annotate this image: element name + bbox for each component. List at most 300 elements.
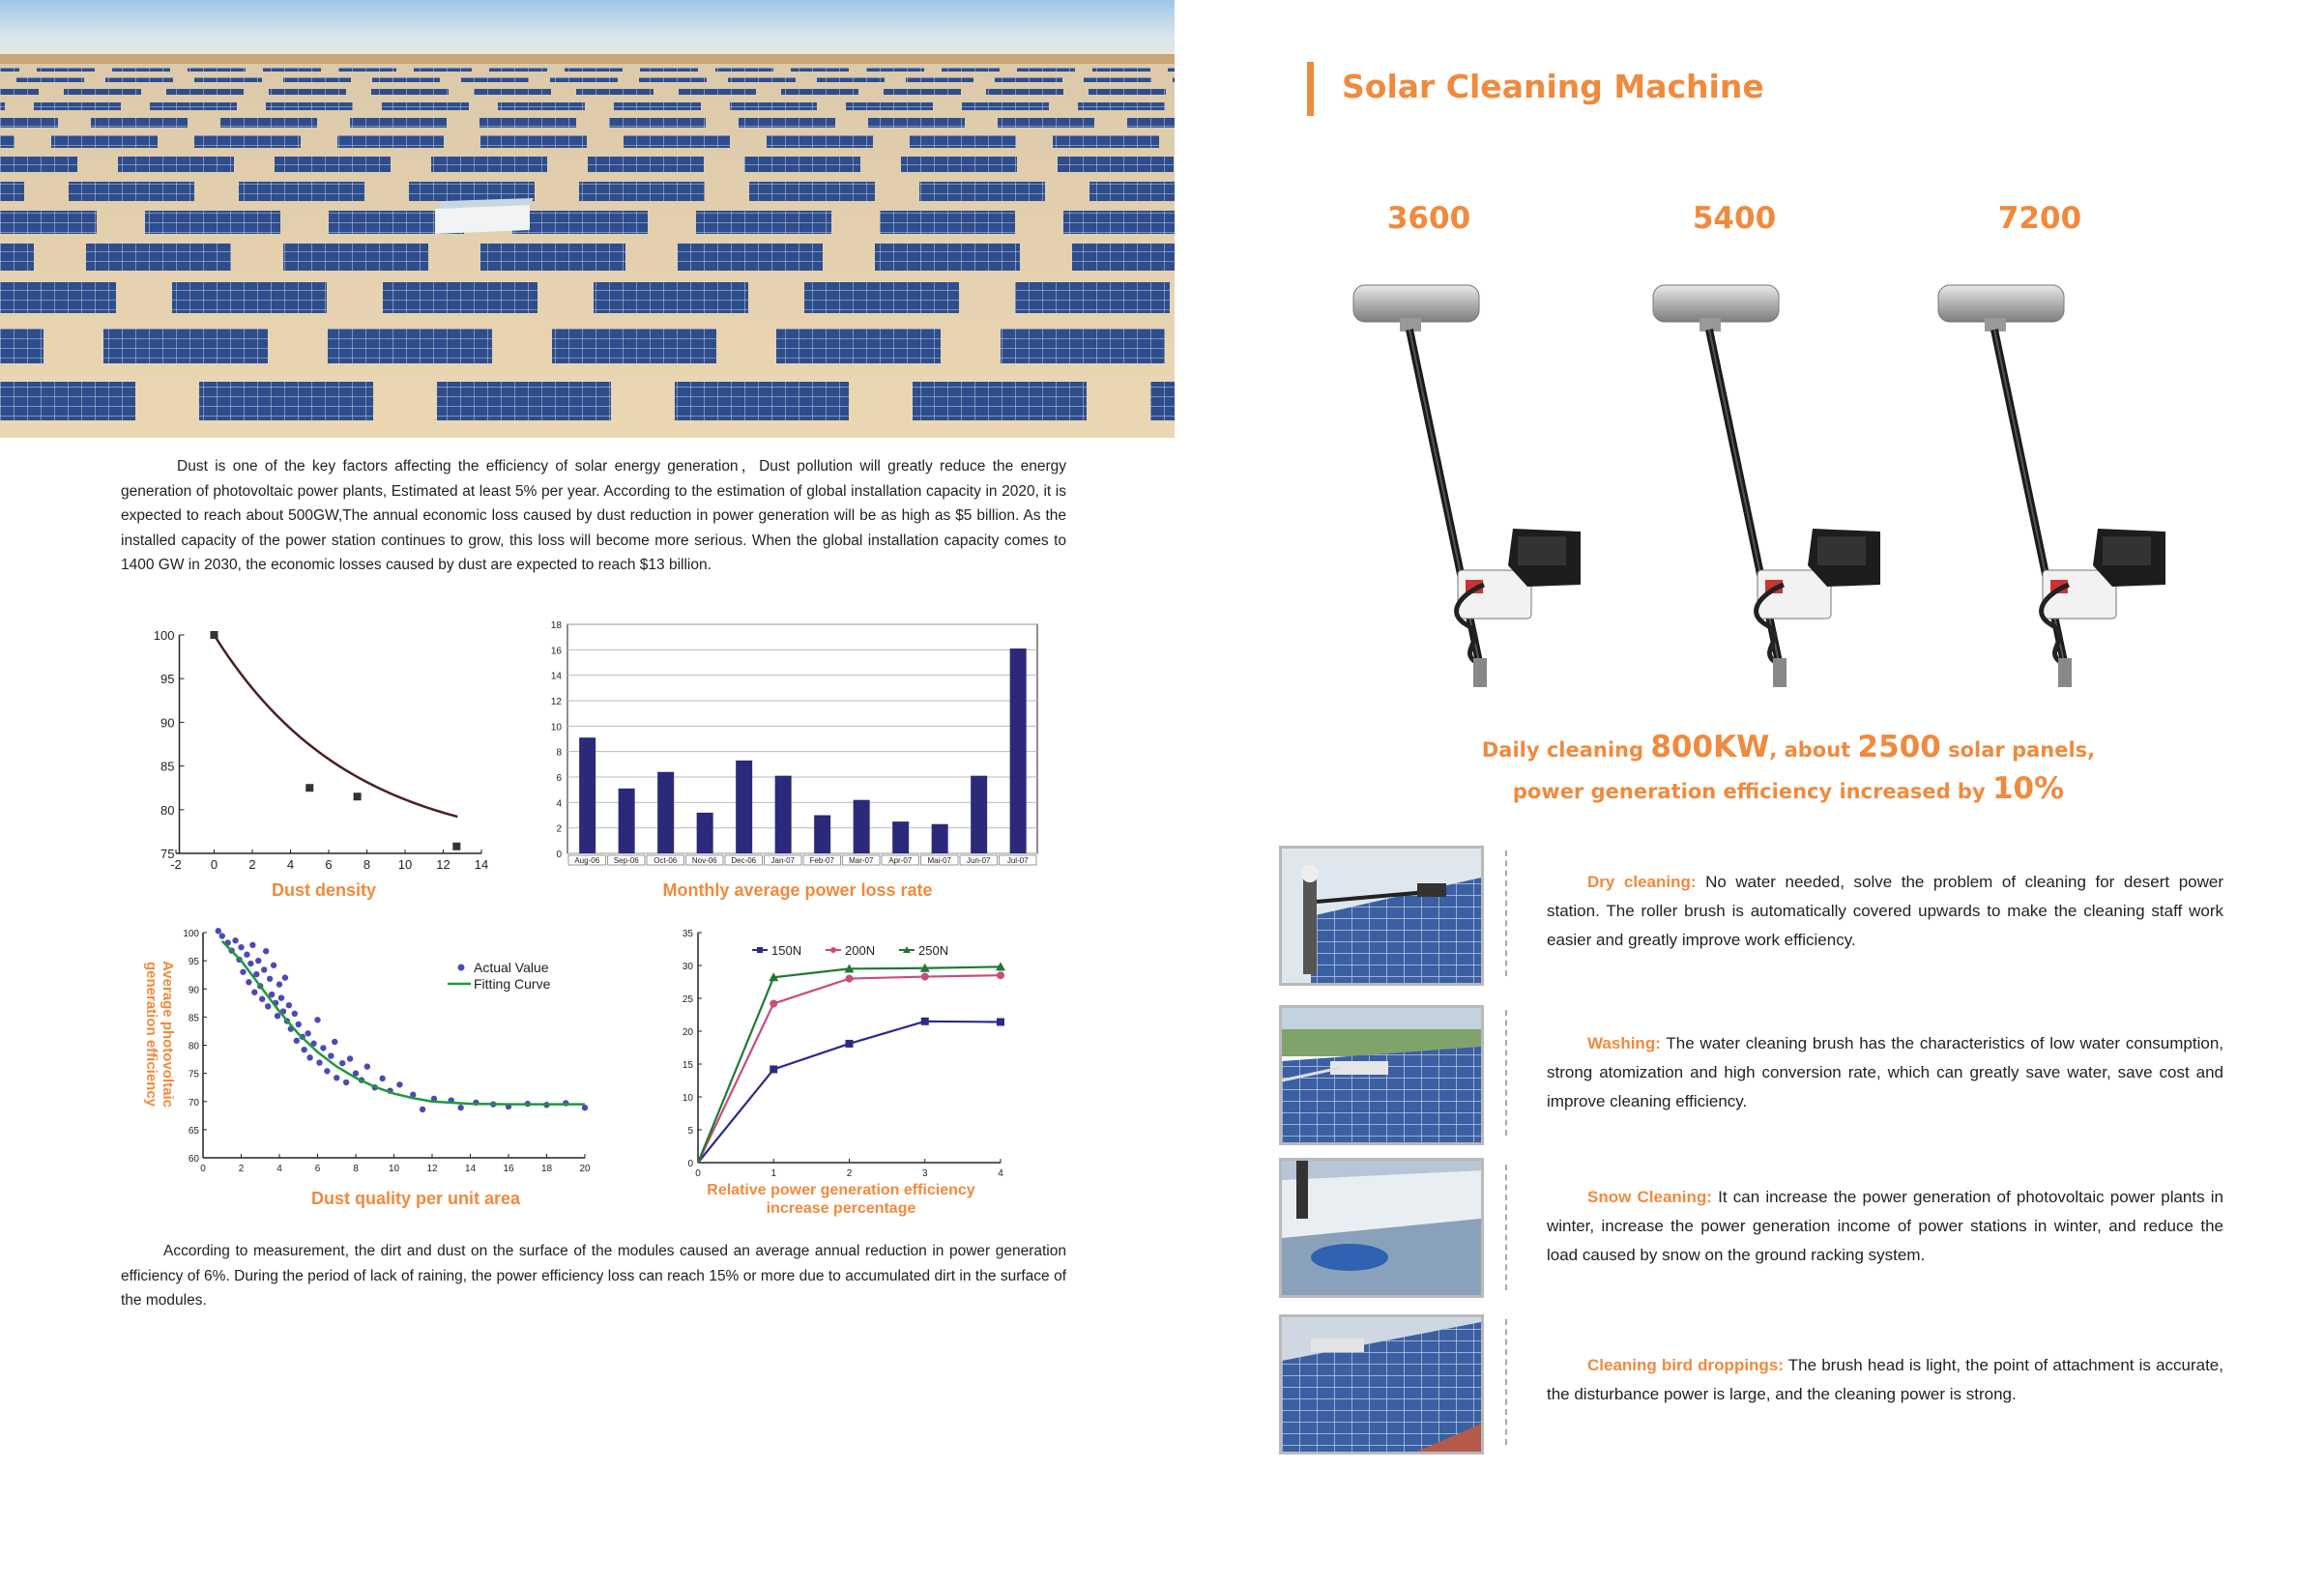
- actual-value-point: [292, 1011, 298, 1017]
- bar: [736, 761, 752, 853]
- actual-value-point: [275, 1013, 280, 1019]
- solar-farm-photo: [0, 0, 1175, 438]
- solar-panel-row: [791, 68, 849, 72]
- solar-panel-row: [105, 77, 173, 82]
- solar-panel-row: [696, 211, 831, 234]
- actual-value-point: [332, 1039, 337, 1045]
- legend-actual-label: Actual Value: [474, 960, 549, 975]
- solar-panel-row: [480, 135, 587, 148]
- bar: [697, 813, 713, 853]
- y-tick-label: 5: [687, 1126, 693, 1137]
- bar: [579, 737, 596, 853]
- point-150N: [770, 1065, 777, 1073]
- solar-panel-row: [0, 382, 135, 420]
- actual-value-point: [305, 1030, 310, 1036]
- solar-panel-row: [220, 118, 317, 128]
- y-tick-label: 0: [687, 1159, 693, 1169]
- efficiency-increase-title: Relative power generation efficiency increase percentage: [707, 1182, 975, 1217]
- solar-panel-row: [614, 102, 701, 110]
- y-tick-label: 75: [160, 847, 175, 861]
- solar-panel-row: [0, 211, 97, 234]
- actual-value-point: [259, 996, 265, 1002]
- y-tick-label: 70: [188, 1097, 199, 1109]
- solar-panel-row: [1127, 118, 1175, 128]
- monthly-loss-chart: [537, 617, 1049, 878]
- bar: [619, 789, 635, 853]
- x-tick-label: 12: [426, 1164, 438, 1174]
- solar-panel-row: [1001, 329, 1165, 363]
- solar-panel-row: [906, 77, 973, 82]
- solar-panel-row: [474, 89, 551, 95]
- x-tick-label: 2: [238, 1164, 245, 1174]
- solar-panel-row: [884, 89, 961, 95]
- feature-divider-4: [1505, 1319, 1507, 1445]
- solar-panel-row: [1017, 68, 1075, 72]
- actual-value-point: [282, 974, 288, 980]
- solar-panel-row: [172, 282, 327, 313]
- y-tick-label: 65: [188, 1125, 199, 1137]
- solar-panel-row: [1063, 211, 1175, 234]
- actual-value-point: [286, 1002, 292, 1008]
- solar-panel-row: [875, 244, 1020, 271]
- x-tick-label: 16: [503, 1164, 514, 1174]
- actual-value-point: [271, 963, 276, 968]
- solar-panel-row: [328, 329, 492, 363]
- actual-value-point: [457, 1105, 463, 1110]
- solar-panel-row: [639, 77, 707, 82]
- solar-panel-row: [552, 329, 716, 363]
- data-point: [354, 792, 362, 800]
- feature-dry-cleaning: Dry cleaning: No water needed, solve the problem of cleaning for desert power station. The roller brush is automatically covered upwards to make the cleaning staff work easier and greatly improve work efficiency.: [1547, 873, 2223, 949]
- solar-panel-row: [0, 182, 24, 201]
- solar-panel-row: [995, 77, 1062, 82]
- actual-value-point: [251, 990, 257, 995]
- y-tick-label: 80: [188, 1041, 199, 1052]
- station-building: [433, 198, 534, 234]
- solar-panel-row: [0, 244, 34, 271]
- dust-quality-chart: [174, 923, 609, 1189]
- x-tick-label: 20: [579, 1164, 591, 1174]
- solar-panel-row: [0, 68, 19, 72]
- bar: [814, 816, 830, 854]
- solar-panel-row: [910, 135, 1016, 148]
- solar-panel-row: [804, 282, 959, 313]
- actual-value-point: [249, 942, 255, 948]
- legend-marker-200N: [830, 947, 836, 953]
- solar-panel-row: [194, 77, 262, 82]
- y-tick-label: 15: [682, 1060, 693, 1071]
- actual-value-point: [339, 1060, 345, 1066]
- solar-panel-row: [431, 157, 547, 172]
- feature-divider-3: [1505, 1165, 1507, 1290]
- bar: [854, 800, 870, 853]
- y-tick-label: 85: [188, 1013, 199, 1024]
- legend-label-250N: 250N: [918, 943, 949, 958]
- feature-divider-1: [1505, 850, 1507, 976]
- y-tick-label: 35: [682, 929, 693, 939]
- solar-panel-row: [913, 382, 1087, 420]
- cleaning-machine-5400-image: [1643, 275, 1885, 701]
- actual-value-point: [420, 1107, 425, 1112]
- solar-panel-row: [266, 102, 353, 110]
- solar-panel-row: [715, 68, 773, 72]
- bar: [775, 776, 792, 853]
- solar-panel-row: [480, 244, 625, 271]
- tagline-line-1: Daily cleaning 800KW, about 2500 solar panels,: [1481, 730, 2096, 764]
- model-label-3600: 3600: [1386, 201, 1471, 236]
- point-150N: [846, 1040, 854, 1048]
- solar-panel-row: [1150, 382, 1175, 420]
- efficiency-ylabel: Average photovoltaic generation efficiency: [143, 961, 176, 1108]
- solar-panel-row: [86, 244, 231, 271]
- x-tick-label: Jan-07: [770, 856, 795, 865]
- x-tick-label: -2: [170, 857, 182, 872]
- snow-cleaning-photo: [1279, 1158, 1484, 1298]
- solar-panel-row: [866, 68, 924, 72]
- solar-panel-row: [188, 68, 246, 72]
- solar-panel-row: [269, 89, 346, 95]
- bar: [971, 776, 987, 853]
- fit-curve: [215, 635, 458, 817]
- solar-panel-row: [901, 157, 1017, 172]
- bar: [1010, 648, 1027, 853]
- solar-panel-row: [1168, 68, 1175, 72]
- solar-panel-row: [166, 89, 244, 95]
- solar-panel-row: [371, 89, 449, 95]
- solar-panel-row: [0, 102, 5, 110]
- solar-panel-row: [1072, 244, 1175, 271]
- solar-panel-row: [461, 77, 529, 82]
- solar-panel-row: [565, 68, 623, 72]
- actual-value-point: [296, 1022, 302, 1027]
- y-tick-label: 95: [188, 957, 199, 968]
- actual-value-point: [232, 937, 238, 943]
- solar-panel-row: [817, 77, 885, 82]
- y-tick-label: 18: [550, 620, 562, 631]
- y-tick-label: 4: [556, 798, 562, 810]
- y-tick-label: 85: [160, 759, 175, 774]
- point-200N: [846, 975, 854, 983]
- y-tick-label: 100: [183, 929, 199, 939]
- x-tick-label: 8: [353, 1164, 359, 1174]
- actual-value-point: [261, 966, 267, 972]
- x-tick-label: 4: [286, 857, 295, 872]
- solar-panel-row: [744, 157, 860, 172]
- solar-panel-row: [199, 382, 373, 420]
- x-tick-label: 12: [436, 857, 450, 872]
- solar-panel-row: [579, 182, 705, 201]
- x-tick-label: 1: [770, 1168, 777, 1179]
- x-tick-label: Mai-07: [927, 856, 951, 865]
- solar-panel-row: [679, 89, 756, 95]
- plot-frame: [567, 624, 1037, 853]
- actual-value-point: [343, 1080, 349, 1085]
- actual-value-point: [334, 1075, 339, 1080]
- solar-panel-row: [118, 157, 234, 172]
- solar-panel-row: [16, 77, 84, 82]
- solar-panel-row: [767, 135, 873, 148]
- actual-value-point: [244, 952, 249, 958]
- x-tick-label: Dec-06: [731, 856, 757, 865]
- intro-paragraph: Dust is one of the key factors affecting the efficiency of solar energy generation，Dust pollution will greatly reduce the energy generation of photovoltaic power plants, Estimated at least 5% per year. According to the estimation of global installation capacity in 2020, it is expected to reach about 500GW,The annual economic loss caused by dust reduction in power generation will be as high as $5 billion. As the installed capacity of the power station continues to grow, this loss will become more serious. When the global installation capacity comes to 1400 GW in 2030, the economic losses caused by dust are expected to reach $13 billion.: [121, 458, 1066, 573]
- x-tick-label: 6: [325, 857, 333, 872]
- solar-panel-row: [962, 102, 1049, 110]
- bar: [657, 772, 674, 853]
- actual-value-point: [276, 981, 282, 987]
- solar-panel-row: [640, 68, 698, 72]
- y-tick-label: 95: [160, 672, 175, 687]
- solar-panel-row: [942, 68, 1000, 72]
- x-tick-label: Oct-06: [654, 856, 678, 865]
- point-200N: [921, 973, 929, 981]
- y-tick-label: 2: [556, 823, 562, 835]
- actual-value-point: [255, 958, 261, 964]
- solar-panel-row: [239, 182, 364, 201]
- point-150N: [997, 1018, 1004, 1025]
- x-tick-label: 0: [200, 1164, 206, 1174]
- solar-panel-row: [1015, 282, 1170, 313]
- x-tick-label: 2: [846, 1168, 853, 1179]
- solar-panel-row: [730, 102, 817, 110]
- solar-panel-row: [194, 135, 301, 148]
- actual-value-point: [364, 1063, 370, 1069]
- data-point: [211, 631, 218, 639]
- actual-value-point: [238, 944, 244, 950]
- model-label-7200: 7200: [1997, 201, 2082, 236]
- solar-panel-row: [489, 68, 547, 72]
- actual-value-point: [320, 1045, 326, 1051]
- solar-panel-row: [383, 282, 537, 313]
- solar-panel-row: [576, 89, 654, 95]
- actual-value-point: [267, 976, 273, 982]
- bird-droppings-photo: [1279, 1314, 1484, 1454]
- legend-label-200N: 200N: [845, 943, 876, 958]
- x-tick-label: 2: [248, 857, 256, 872]
- solar-panel-row: [512, 211, 648, 234]
- dry-cleaning-photo: [1279, 846, 1484, 986]
- solar-panel-row: [64, 89, 141, 95]
- solar-panel-row: [986, 89, 1063, 95]
- outro-paragraph: According to measurement, the dirt and dust on the surface of the modules caused an average annual reduction in power generation efficiency of 6%. During the period of lack of raining, the power efficiency loss can reach 15% or more due to accumulated dirt in the surface of the modules.: [121, 1243, 1066, 1309]
- x-tick-label: Aug-06: [574, 856, 600, 865]
- solar-panel-row: [145, 211, 280, 234]
- y-tick-label: 14: [550, 671, 562, 682]
- feature-divider-2: [1505, 1010, 1507, 1136]
- solar-panel-row: [0, 135, 15, 148]
- actual-value-point: [316, 1059, 322, 1065]
- x-tick-label: 0: [210, 857, 218, 872]
- x-tick-label: Jun-07: [967, 856, 991, 865]
- dust-density-title: Dust density: [271, 880, 377, 900]
- series-line-250N: [698, 966, 1001, 1163]
- point-200N: [770, 999, 777, 1007]
- actual-value-point: [314, 1017, 320, 1022]
- solar-panel-row: [103, 329, 268, 363]
- series-line-200N: [698, 975, 1001, 1163]
- actual-value-point: [294, 1038, 300, 1044]
- model-label-5400: 5400: [1692, 201, 1777, 236]
- y-tick-label: 90: [188, 985, 199, 996]
- solar-panel-row: [1089, 182, 1175, 201]
- solar-panel-row: [588, 157, 704, 172]
- solar-panel-row: [776, 329, 941, 363]
- solar-panel-row: [550, 77, 618, 82]
- x-tick-label: 14: [464, 1164, 477, 1174]
- cleaning-machine-3600-image: [1344, 275, 1585, 701]
- solar-panel-row: [749, 182, 875, 201]
- actual-value-point: [216, 928, 221, 934]
- bar: [892, 821, 909, 853]
- actual-value-point: [240, 969, 246, 975]
- solar-panel-row: [372, 77, 440, 82]
- solar-panel-row: [150, 102, 237, 110]
- y-tick-label: 20: [682, 1027, 693, 1038]
- feature-bird-droppings: Cleaning bird droppings: The brush head is light, the point of attachment is accurate, the disturbance power is large, and the cleaning power is strong.: [1547, 1356, 2223, 1403]
- solar-panel-row: [37, 68, 95, 72]
- actual-value-point: [396, 1081, 402, 1087]
- solar-panel-row: [1053, 135, 1159, 148]
- legend-label-150N: 150N: [771, 943, 802, 958]
- solar-panel-row: [609, 118, 706, 128]
- x-tick-label: 3: [921, 1168, 928, 1179]
- cleaning-machine-7200-image: [1929, 275, 2170, 701]
- solar-panel-row: [0, 118, 58, 128]
- washing-photo: [1279, 1005, 1484, 1145]
- solar-panel-row: [337, 135, 444, 148]
- solar-panel-row: [437, 382, 611, 420]
- x-tick-label: 8: [363, 857, 371, 872]
- monthly-loss-title: Monthly average power loss rate: [662, 880, 933, 900]
- x-tick-label: 18: [540, 1164, 553, 1174]
- y-tick-label: 90: [160, 715, 175, 731]
- legend-fit-label: Fitting Curve: [474, 976, 551, 992]
- y-tick-label: 6: [556, 773, 562, 784]
- dust-density-chart: [155, 619, 503, 879]
- solar-panel-row: [1092, 68, 1150, 72]
- actual-value-point: [219, 933, 225, 938]
- x-tick-label: 10: [388, 1164, 400, 1174]
- x-tick-label: 6: [314, 1164, 321, 1174]
- x-tick-label: 10: [397, 857, 413, 872]
- solar-panel-row: [283, 244, 428, 271]
- solar-panel-row: [275, 157, 391, 172]
- actual-value-point: [347, 1055, 353, 1061]
- solar-panel-row: [678, 244, 823, 271]
- y-tick-label: 25: [682, 994, 693, 1005]
- point-150N: [921, 1018, 929, 1025]
- solar-panel-row: [409, 182, 535, 201]
- efficiency-increase-chart: [667, 923, 1054, 1189]
- bar: [932, 824, 948, 853]
- x-tick-label: Sep-06: [613, 856, 639, 865]
- y-tick-label: 100: [153, 628, 175, 643]
- actual-value-point: [246, 979, 251, 985]
- solar-panel-row: [1089, 89, 1166, 95]
- solar-panel-row: [350, 118, 447, 128]
- x-tick-label: Feb-07: [809, 856, 834, 865]
- solar-panel-row: [69, 182, 194, 201]
- y-tick-label: 8: [556, 747, 562, 759]
- actual-value-point: [247, 961, 253, 966]
- actual-value-point: [301, 1047, 306, 1052]
- solar-panel-row: [112, 68, 170, 72]
- x-tick-label: 4: [998, 1168, 1003, 1179]
- feature-washing: Washing: The water cleaning brush has the characteristics of low water consumption, strong atomization and high conversion rate, which can greatly save water, save cost and improve cleaning efficiency.: [1547, 1034, 2223, 1110]
- solar-panel-row: [781, 89, 858, 95]
- actual-value-point: [263, 948, 269, 954]
- solar-panel-row: [479, 118, 576, 128]
- solar-panel-row: [1084, 77, 1151, 82]
- solar-panel-row: [283, 77, 351, 82]
- actual-value-point: [324, 1068, 330, 1074]
- x-tick-label: 4: [276, 1164, 282, 1174]
- y-tick-label: 10: [550, 722, 562, 734]
- solar-panel-row: [624, 135, 730, 148]
- solar-panel-row: [414, 68, 472, 72]
- x-tick-label: Apr-07: [888, 856, 913, 865]
- title-accent-bar: [1307, 62, 1314, 116]
- point-200N: [997, 971, 1004, 979]
- legend-marker-150N: [757, 947, 763, 953]
- feature-snow-cleaning: Snow Cleaning: It can increase the power generation of photovoltaic power plants in winter, increase the power generation income of power stations in winter, and reduce the load caused by snow on the ground racking system.: [1547, 1188, 2223, 1264]
- actual-value-point: [278, 994, 284, 1000]
- y-tick-label: 12: [550, 697, 562, 707]
- tagline-line-2: power generation efficiency increased by 10%: [1512, 771, 2065, 806]
- solar-panel-row: [594, 282, 748, 313]
- solar-panel-row: [0, 282, 116, 313]
- actual-value-point: [379, 1076, 385, 1081]
- page-title: Solar Cleaning Machine: [1342, 68, 1764, 105]
- x-tick-label: Mar-07: [849, 856, 874, 865]
- solar-panel-row: [919, 182, 1045, 201]
- y-tick-label: 0: [556, 850, 562, 860]
- solar-panel-row: [0, 157, 77, 172]
- solar-panel-row: [382, 102, 469, 110]
- solar-panel-row: [91, 118, 188, 128]
- actual-value-point: [328, 1052, 334, 1058]
- legend-actual-marker: [458, 965, 465, 971]
- solar-panel-row: [51, 135, 158, 148]
- dust-quality-title: Dust quality per unit area: [310, 1189, 521, 1208]
- solar-panel-row: [846, 102, 933, 110]
- y-tick-label: 10: [682, 1093, 693, 1104]
- solar-panel-row: [263, 68, 321, 72]
- data-point: [305, 784, 313, 792]
- actual-value-point: [265, 1003, 271, 1009]
- y-tick-label: 16: [550, 646, 562, 657]
- solar-panel-row: [34, 102, 121, 110]
- x-tick-label: Nov-06: [691, 856, 717, 865]
- solar-panel-row: [0, 89, 39, 95]
- x-tick-label: 14: [474, 857, 489, 872]
- solar-panel-row: [728, 77, 796, 82]
- solar-panel-row: [675, 382, 849, 420]
- y-tick-label: 75: [188, 1069, 199, 1080]
- solar-panel-row: [868, 118, 965, 128]
- data-point: [452, 843, 460, 850]
- y-tick-label: 60: [188, 1154, 199, 1165]
- solar-panel-row: [1078, 102, 1165, 110]
- y-tick-label: 80: [160, 802, 175, 818]
- solar-panel-row: [0, 329, 44, 363]
- y-tick-label: 30: [682, 962, 693, 972]
- x-tick-label: Jul-07: [1006, 856, 1029, 865]
- solar-panel-row: [998, 118, 1094, 128]
- actual-value-point: [582, 1105, 588, 1110]
- solar-panel-row: [739, 118, 835, 128]
- solar-panel-row: [880, 211, 1015, 234]
- solar-panel-row: [498, 102, 585, 110]
